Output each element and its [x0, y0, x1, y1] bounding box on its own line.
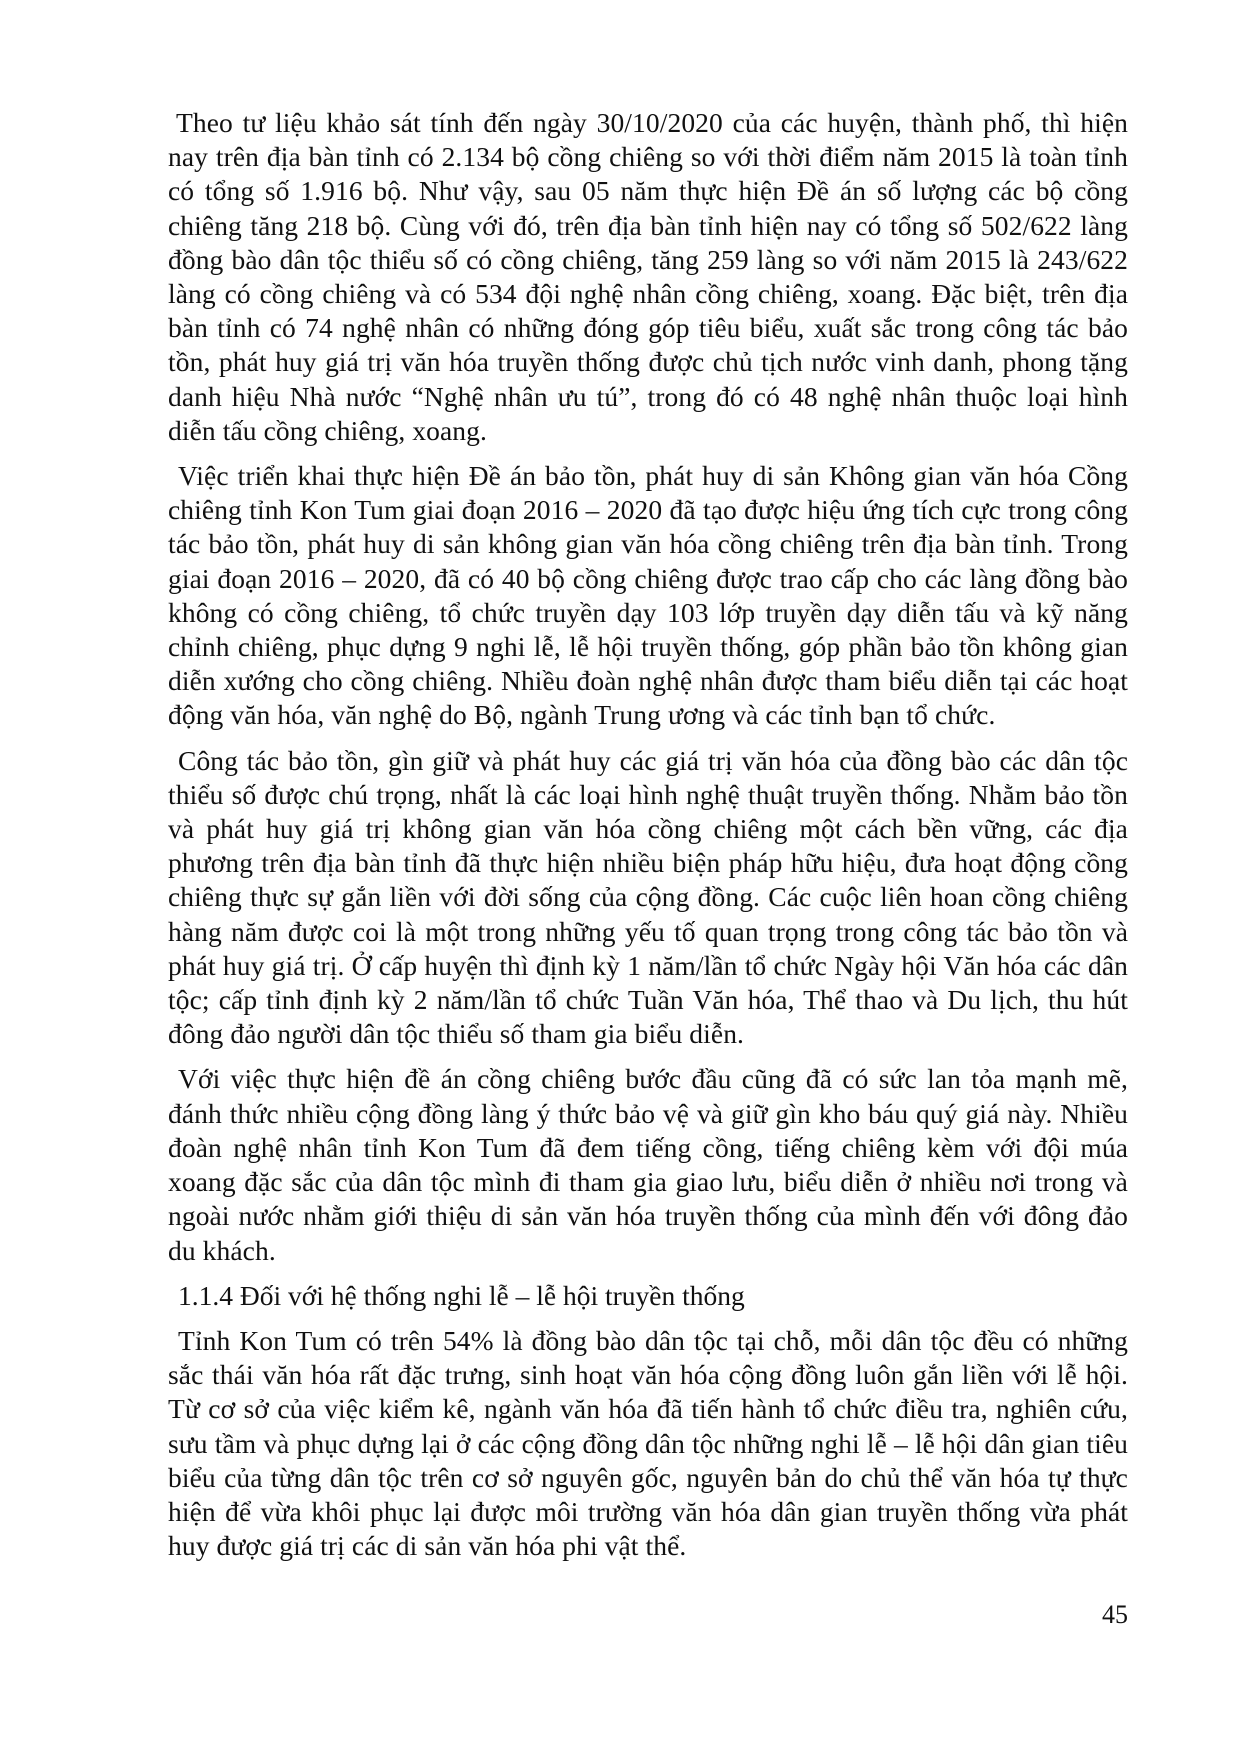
paragraph-project-results: Việc triển khai thực hiện Đề án bảo tồn, phát huy di sản Không gian văn hóa Cồng chiêng tỉnh Kon Tum giai đoạn 2016 – 2020 đã tạo được hiệu ứng tích cực trong công tác bảo tồn, phát huy di sản không gian văn hóa cồng chiêng trên địa bàn tỉnh. Trong giai đoạn 2016 – 2020, đã có 40 bộ cồng chiêng được trao cấp cho các làng đồng bào không có cồng chiêng, tổ chức truyền dạy 103 lớp truyền dạy diễn tấu và kỹ năng chỉnh chiêng, phục dựng 9 nghi lễ, lễ hội truyền thống, góp phần bảo tồn không gian diễn xướng cho cồng chiêng. Nhiều đoàn nghệ nhân được tham biểu diễn tại các hoạt động văn hóa, văn nghệ do Bộ, ngành Trung ương và các tỉnh bạn tổ chức. — [168, 460, 1128, 731]
paragraph-project-impact: Với việc thực hiện đề án cồng chiêng bước đầu cũng đã có sức lan tỏa mạnh mẽ, đánh thức nhiều cộng đồng làng ý thức bảo vệ và giữ gìn kho báu quý giá này. Nhiều đoàn nghệ nhân tỉnh Kon Tum đã đem tiếng cồng, tiếng chiêng kèm với đội múa xoang đặc sắc của dân tộc mình đi tham gia giao lưu, biểu diễn ở nhiều nơi trong và ngoài nước nhằm giới thiệu di sản văn hóa truyền thống của mình đến với đông đảo du khách. — [168, 1063, 1128, 1266]
paragraph-preservation-work: Công tác bảo tồn, gìn giữ và phát huy các giá trị văn hóa của đồng bào các dân tộc thiểu số được chú trọng, nhất là các loại hình nghệ thuật truyền thống. Nhằm bảo tồn và phát huy giá trị không gian văn hóa cồng chiêng một cách bền vững, các địa phương trên địa bàn tỉnh đã thực hiện nhiều biện pháp hữu hiệu, đưa hoạt động cồng chiêng thực sự gắn liền với đời sống của cộng đồng. Các cuộc liên hoan cồng chiêng hàng năm được coi là một trong những yếu tố quan trọng trong công tác bảo tồn và phát huy giá trị. Ở cấp huyện thì định kỳ 1 năm/lần tổ chức Ngày hội Văn hóa các dân tộc; cấp tỉnh định kỳ 2 năm/lần tổ chức Tuần Văn hóa, Thể thao và Du lịch, thu hút đông đảo người dân tộc thiểu số tham gia biểu diễn. — [168, 744, 1128, 1050]
section-heading: 1.1.4 Đối với hệ thống nghi lễ – lễ hội truyền thống — [178, 1279, 745, 1311]
page-body — [168, 106, 1128, 1574]
page-number: 45 — [1102, 1600, 1128, 1629]
paragraph-gong-statistics: Theo tư liệu khảo sát tính đến ngày 30/10/2020 của các huyện, thành phố, thì hiện nay trên địa bàn tỉnh có 2.134 bộ cồng chiêng so với thời điểm năm 2015 là toàn tỉnh có tổng số 1.916 bộ. Như vậy, sau 05 năm thực hiện Đề án số lượng các bộ cồng chiêng tăng 218 bộ. Cùng với đó, trên địa bàn tỉnh hiện nay có tổng số 502/622 làng đồng bào dân tộc thiểu số có cồng chiêng, tăng 259 làng so với năm 2015 là 243/622 làng có cồng chiêng và có 534 đội nghệ nhân cồng chiêng, xoang. Đặc biệt, trên địa bàn tỉnh có 74 nghệ nhân có những đóng góp tiêu biểu, xuất sắc trong công tác bảo tồn, phát huy giá trị văn hóa truyền thống được chủ tịch nước vinh danh, phong tặng danh hiệu Nhà nước “Nghệ nhân ưu tú”, trong đó có 48 nghệ nhân thuộc loại hình diễn tấu cồng chiêng, xoang. — [168, 107, 1128, 446]
paragraph-festivals: Tỉnh Kon Tum có trên 54% là đồng bào dân tộc tại chỗ, mỗi dân tộc đều có những sắc thái văn hóa rất đặc trưng, sinh hoạt văn hóa cộng đồng luôn gắn liền với lễ hội. Từ cơ sở của việc kiểm kê, ngành văn hóa đã tiến hành tổ chức điều tra, nghiên cứu, sưu tầm và phục dựng lại ở các cộng đồng dân tộc những nghi lễ – lễ hội dân gian tiêu biểu của từng dân tộc trên cơ sở nguyên gốc, nguyên bản do chủ thể văn hóa tự thực hiện để vừa khôi phục lại được môi trường văn hóa dân gian truyền thống vừa phát huy được giá trị các di sản văn hóa phi vật thể. — [168, 1324, 1128, 1562]
